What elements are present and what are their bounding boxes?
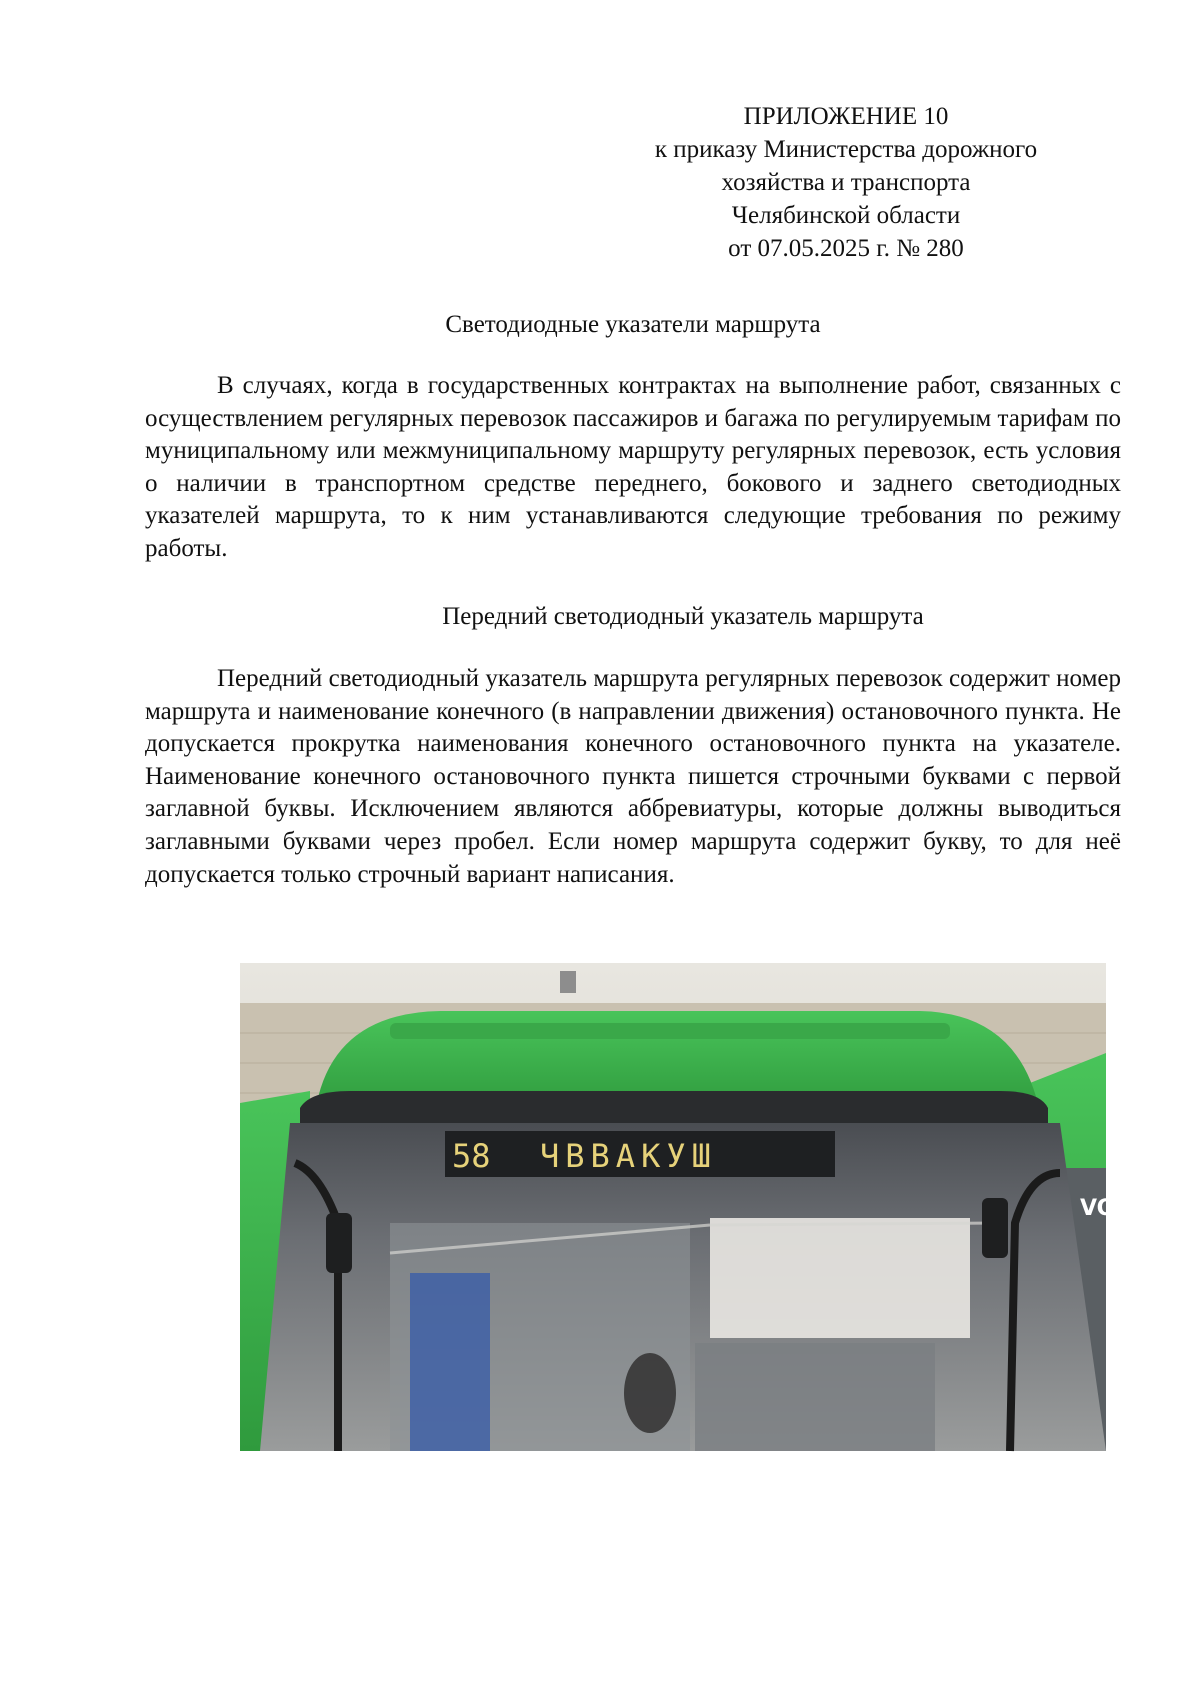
section-paragraph: Передний светодиодный указатель маршрута регулярных перевозок содержит номер маршрута и наименование конечного (в направлении движения) остановочного пункта. Не допускается прокрутка наименования конечного остановочного пункта на указателе. Наименование конечного остановочного пункта пишется строчными буквами с первой заглавной буквы. Исключением являются аббревиатуры, которые должны выводиться заглавными буквами через пробел. Если номер маршрута содержит букву, то для неё допускается только строчный вариант написания.: [145, 665, 1121, 888]
intro-paragraph: В случаях, когда в государственных контрактах на выполнение работ, связанных с осуществлением регулярных перевозок пассажиров и багажа по регулируемым тарифам по муниципальному или межмуниципальному маршруту регулярных перевозок, есть условия о наличии в транспортном средстве переднего, бокового и заднего светодиодных указателей маршрута, то к ним устанавливаются следующие требования по режиму работы.: [145, 372, 1121, 562]
appendix-header: [600, 100, 1092, 265]
appendix-order-date: от 07.05.2025 г. № 280: [728, 235, 964, 262]
bus-front-photo: [240, 963, 1116, 1451]
led-destination: ЧВВАКУШ: [540, 1137, 717, 1175]
appendix-line-region: Челябинской области: [731, 202, 961, 229]
document-title: Светодиодные указатели маршрута: [445, 311, 821, 338]
appendix-number: ПРИЛОЖЕНИЕ 10: [743, 103, 949, 130]
section-title: Передний светодиодный указатель маршрута: [442, 603, 924, 630]
led-route-number: 58: [452, 1137, 491, 1175]
neighbor-bus-brand: VO: [1080, 1196, 1116, 1221]
appendix-line-order-ref: к приказу Министерства дорожного: [654, 136, 1038, 163]
appendix-line-ministry: хозяйства и транспорта: [721, 169, 971, 196]
